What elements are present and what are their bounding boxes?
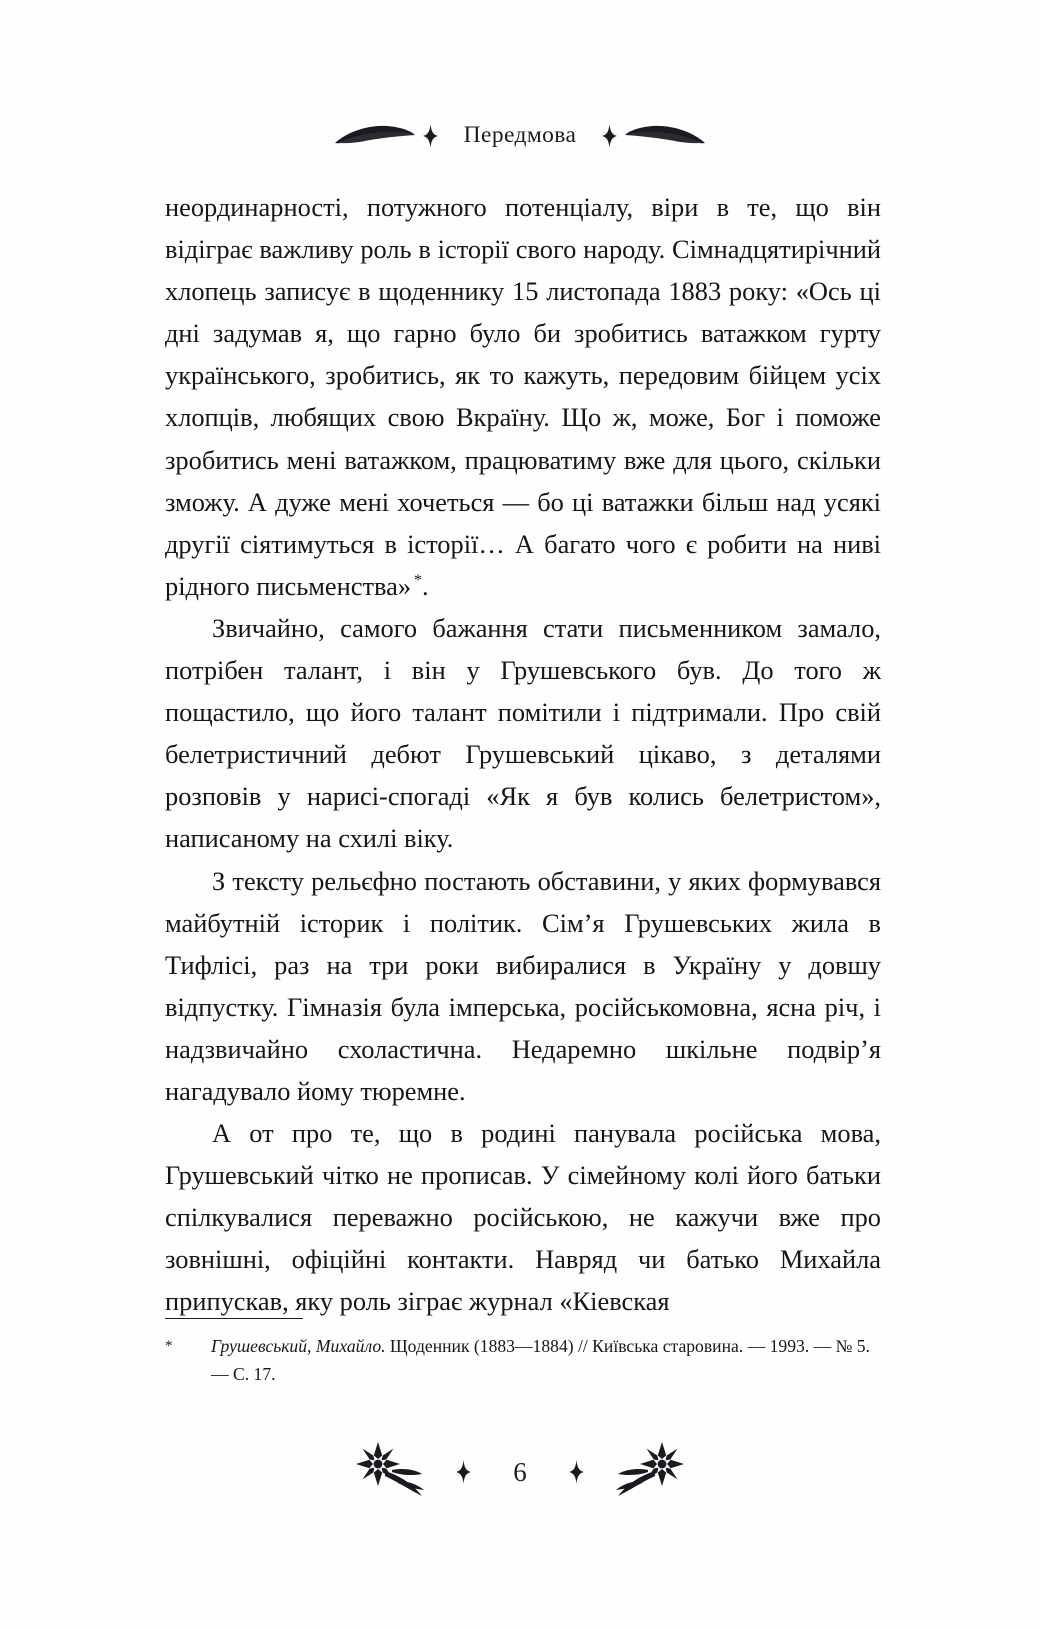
page-footer bbox=[0, 1432, 1040, 1512]
body-text-column bbox=[165, 186, 881, 1323]
diamond-ornament-icon bbox=[602, 124, 617, 148]
diamond-ornament-icon bbox=[423, 124, 438, 148]
paragraph-tail: . bbox=[422, 570, 429, 601]
leaf-ornament-icon bbox=[623, 121, 707, 151]
diamond-ornament-icon bbox=[456, 1460, 471, 1484]
footnote-author: Грушевський, Михайло. bbox=[211, 1336, 386, 1356]
leaf-ornament-icon bbox=[333, 121, 417, 151]
paragraph bbox=[165, 860, 881, 1113]
paragraph bbox=[165, 186, 881, 607]
footnote-reference-marker[interactable]: * bbox=[414, 572, 423, 590]
footnote-text bbox=[165, 1333, 881, 1388]
paragraph bbox=[165, 607, 881, 860]
footnote-block bbox=[165, 1318, 881, 1388]
page-number: 6 bbox=[513, 1456, 527, 1487]
flower-leaf-ornament-icon bbox=[592, 1440, 688, 1504]
paragraph-text: Звичайно, самого бажання стати письменником замало, потрібен талант, і він у Грушевського був. До того ж пощастило, що його талант помітили і підтримали. Про свій белетристичний дебют Грушевський цікаво, з деталями розповів у нарисі-спогаді «Як я був колись белетристом», написаному на схилі віку. bbox=[165, 612, 881, 854]
paragraph-text: З тексту рельєфно постають обставини, у яких формувався майбутній історик і політик. Сім’я Грушевських жила в Тифлісі, раз на три роки вибиралися в Україну у довшу відпустку. Гімназія була імперська, російськомовна, ясна річ, і надзвичайно схоластична. Недаремно шкільне подвір’я нагадувало йому тюремне. bbox=[165, 865, 881, 1106]
footnote-separator-rule bbox=[165, 1318, 303, 1319]
flower-leaf-ornament-icon bbox=[352, 1440, 448, 1504]
running-head-title: Передмова bbox=[463, 122, 577, 149]
paragraph-text: неординарності, потужного потенціалу, віри в те, що він відіграє важливу роль в історії свого народу. Сімнадцятирічний хлопець записує в щоденнику 15 листопада 1883 року: «Ось ці дні задумав я, що гарно було би зробитись ватажком гурту українського, зробитись, як то кажуть, передовим бійцем усіх хлопців, любящих свою Вкраїну. Що ж, може, Бог і поможе зробитись мені ватажком, працюватиму вже для цього, скільки зможу. А дуже мені хочеться — бо ці ватажки більш над усякі другії сіятимуться в історії… А багато чого є робити на ниві рідного письменства» bbox=[165, 192, 881, 601]
running-head bbox=[0, 113, 1040, 159]
paragraph bbox=[165, 1112, 881, 1322]
paragraph-text: А от про те, що в родині панувала російська мова, Грушевський чітко не прописав. У сімейному колі його батьки спілкувалися переважно російською, не кажучи вже про зовнішні, офіційні контакти. Навряд чи батько Михайла припускав, яку роль зіграє журнал «Кіевская bbox=[165, 1118, 881, 1317]
footnote-marker: * bbox=[165, 1338, 173, 1354]
footnote-citation: Щоденник (1883—1884) // Київська старовина. — 1993. — № 5. — С. 17. bbox=[211, 1336, 870, 1384]
diamond-ornament-icon bbox=[569, 1460, 584, 1484]
